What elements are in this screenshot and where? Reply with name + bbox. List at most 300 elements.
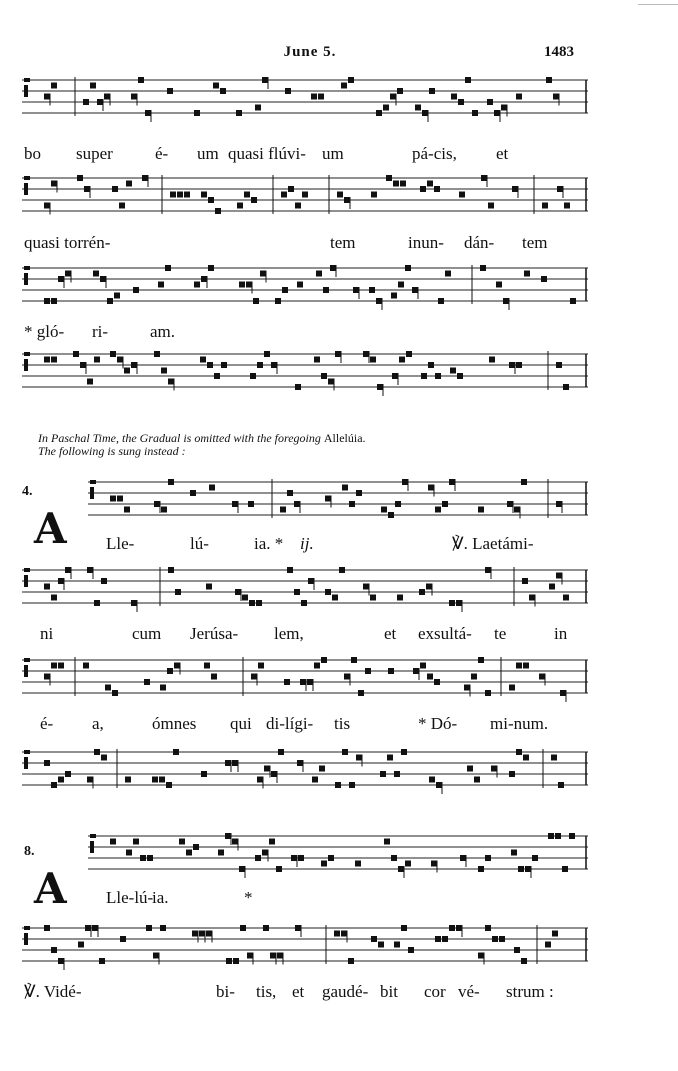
neume <box>174 663 180 669</box>
clef-mark <box>24 176 30 180</box>
syllable: lú- <box>190 534 209 553</box>
neume <box>560 690 566 696</box>
neume <box>77 175 83 181</box>
neume <box>400 181 406 187</box>
neume <box>503 298 509 304</box>
neume <box>201 192 207 198</box>
neume <box>270 953 276 959</box>
neume <box>269 839 275 845</box>
neume <box>478 507 484 513</box>
neume <box>87 567 93 573</box>
neume <box>405 861 411 867</box>
neume <box>509 362 515 368</box>
neume <box>247 953 253 959</box>
syllable: um <box>197 144 219 163</box>
syllable: et <box>292 982 305 1001</box>
neume <box>251 674 257 680</box>
syllable: strum : <box>506 982 554 1001</box>
clef-mark <box>24 575 28 587</box>
neume <box>154 501 160 507</box>
syllable: et <box>384 624 397 643</box>
clef-mark <box>24 183 28 195</box>
neume <box>83 663 89 669</box>
neume <box>353 287 359 293</box>
neume <box>93 271 99 277</box>
neume <box>363 351 369 357</box>
neume <box>348 77 354 83</box>
neume <box>388 512 394 518</box>
neume <box>147 855 153 861</box>
neume <box>358 690 364 696</box>
neume <box>133 287 139 293</box>
neume <box>263 925 269 931</box>
neume <box>456 600 462 606</box>
neume <box>221 362 227 368</box>
neume <box>161 368 167 374</box>
neume <box>378 942 384 948</box>
neume <box>556 501 562 507</box>
neume <box>344 197 350 203</box>
initial-letter: A <box>34 864 67 913</box>
clef-mark <box>90 487 94 499</box>
neume <box>110 839 116 845</box>
neume <box>339 567 345 573</box>
neume <box>295 925 301 931</box>
neume <box>133 839 139 845</box>
music-staff-1 <box>22 74 588 120</box>
neume <box>232 760 238 766</box>
neume <box>328 855 334 861</box>
neume <box>232 501 238 507</box>
neume <box>459 192 465 198</box>
neume <box>193 844 199 850</box>
neume <box>541 276 547 282</box>
clef-mark <box>24 352 30 356</box>
neume <box>546 77 552 83</box>
neume <box>295 203 301 209</box>
rubric-line-2: The following is sung instead : <box>38 444 186 458</box>
chant-number-8: 8. <box>24 844 35 859</box>
syllable: * gló- <box>24 322 65 341</box>
neume <box>166 782 172 788</box>
clef-mark <box>90 841 94 853</box>
neume <box>451 94 457 100</box>
neume <box>87 777 93 783</box>
neume <box>557 186 563 192</box>
neume <box>83 99 89 105</box>
neume <box>323 287 329 293</box>
neume <box>142 175 148 181</box>
neume <box>160 685 166 691</box>
neume <box>112 186 118 192</box>
neume <box>58 578 64 584</box>
neume <box>58 777 64 783</box>
neume <box>549 584 555 590</box>
lyrics-line-5 <box>22 534 588 558</box>
neume <box>509 771 515 777</box>
neume <box>278 749 284 755</box>
neume <box>256 600 262 606</box>
neume <box>450 368 456 374</box>
syllable: di-lígi- <box>266 714 314 733</box>
neume <box>335 351 341 357</box>
neume <box>377 384 383 390</box>
page-number: 1483 <box>544 44 574 60</box>
neume <box>349 782 355 788</box>
neume <box>208 265 214 271</box>
lyrics-line-10 <box>22 982 588 1006</box>
neume <box>485 925 491 931</box>
neume <box>236 110 242 116</box>
neume <box>168 567 174 573</box>
syllable: bi- <box>216 982 235 1001</box>
neume <box>501 105 507 111</box>
neume <box>107 298 113 304</box>
neume <box>512 186 518 192</box>
neume <box>65 271 71 277</box>
neume <box>251 197 257 203</box>
neume <box>262 77 268 83</box>
syllable: cor <box>424 982 446 1001</box>
neume <box>318 94 324 100</box>
neume <box>457 373 463 379</box>
syllable: é- <box>155 144 169 163</box>
neume <box>438 298 444 304</box>
neume <box>258 663 264 669</box>
neume <box>427 181 433 187</box>
neume <box>246 282 252 288</box>
neume <box>124 507 130 513</box>
neume <box>401 925 407 931</box>
neume <box>206 931 212 937</box>
neume <box>328 379 334 385</box>
neume <box>435 507 441 513</box>
neume <box>184 192 190 198</box>
neume <box>485 855 491 861</box>
syllable: tis <box>334 714 351 733</box>
neume <box>100 276 106 282</box>
neume <box>225 760 231 766</box>
neume <box>384 839 390 845</box>
neume <box>532 855 538 861</box>
neume <box>264 351 270 357</box>
neume <box>271 362 277 368</box>
neume <box>302 192 308 198</box>
neume <box>144 679 150 685</box>
neume <box>522 578 528 584</box>
neume <box>239 866 245 872</box>
neume <box>370 357 376 363</box>
lyrics-line-1 <box>22 144 588 168</box>
neume <box>110 496 116 502</box>
neume <box>491 766 497 772</box>
neume <box>291 855 297 861</box>
neume <box>44 298 50 304</box>
neume <box>173 749 179 755</box>
neume <box>287 490 293 496</box>
neume <box>558 782 564 788</box>
neume <box>94 357 100 363</box>
neume <box>253 298 259 304</box>
music-staff-4 <box>22 348 588 394</box>
neume <box>97 99 103 105</box>
syllable: * Dó- <box>418 714 458 733</box>
music-staff-10 <box>22 922 588 968</box>
music-staff-3 <box>22 262 588 308</box>
neume <box>168 479 174 485</box>
neume <box>518 866 524 872</box>
neume <box>277 953 283 959</box>
neume <box>301 600 307 606</box>
neume <box>467 766 473 772</box>
neume <box>370 595 376 601</box>
neume <box>398 866 404 872</box>
rubric-note <box>38 432 598 458</box>
syllable: ni <box>40 624 54 643</box>
syllable: Lle-lú- <box>106 888 154 907</box>
syllable: am. <box>150 322 176 341</box>
staff-10-notation <box>22 922 588 970</box>
neume <box>131 94 137 100</box>
neume <box>80 362 86 368</box>
neume <box>209 485 215 491</box>
neume <box>314 357 320 363</box>
syllable: * <box>244 888 253 907</box>
neume <box>165 265 171 271</box>
clef-mark <box>24 85 28 97</box>
neume <box>298 855 304 861</box>
neume <box>194 110 200 116</box>
neume <box>325 589 331 595</box>
clef-mark <box>24 568 30 572</box>
neume <box>514 507 520 513</box>
neume <box>516 663 522 669</box>
neume <box>92 925 98 931</box>
neume <box>119 203 125 209</box>
neume <box>419 589 425 595</box>
neume <box>58 958 64 964</box>
neume <box>341 931 347 937</box>
neume <box>428 485 434 491</box>
neume <box>218 850 224 856</box>
neume <box>110 351 116 357</box>
neume <box>321 373 327 379</box>
neume <box>281 192 287 198</box>
syllable: ri- <box>92 322 109 341</box>
lyrics-line-7 <box>22 714 588 738</box>
neume <box>167 88 173 94</box>
neume <box>51 298 57 304</box>
neume <box>321 657 327 663</box>
neume <box>514 947 520 953</box>
neume <box>239 282 245 288</box>
neume <box>104 94 110 100</box>
neume <box>563 384 569 390</box>
syllable: a, <box>92 714 104 733</box>
neume <box>552 931 558 937</box>
lyrics-line-9 <box>22 888 588 912</box>
neume <box>85 925 91 931</box>
neume <box>421 373 427 379</box>
neume <box>471 674 477 680</box>
neume <box>58 276 64 282</box>
neume <box>442 501 448 507</box>
clef-mark <box>24 665 28 677</box>
neume <box>120 936 126 942</box>
syllable: tem <box>522 233 548 252</box>
syllable: ℣. Laetámi- <box>452 534 534 553</box>
neume <box>478 953 484 959</box>
neume <box>154 351 160 357</box>
neume <box>194 282 200 288</box>
staff-3-notation <box>22 262 588 310</box>
neume <box>159 777 165 783</box>
neume <box>485 567 491 573</box>
neume <box>399 357 405 363</box>
neume <box>551 755 557 761</box>
neume <box>255 855 261 861</box>
neume <box>300 679 306 685</box>
neume <box>65 567 71 573</box>
neume <box>478 657 484 663</box>
neume <box>276 866 282 872</box>
neume <box>569 833 575 839</box>
syllable: mi-num. <box>490 714 549 733</box>
neume <box>496 282 502 288</box>
syllable: pá-cis, <box>412 144 457 163</box>
neume <box>539 674 545 680</box>
neume <box>307 679 313 685</box>
neume <box>556 362 562 368</box>
neume <box>391 293 397 299</box>
neume <box>215 208 221 214</box>
neume <box>297 282 303 288</box>
neume <box>90 83 96 89</box>
neume <box>117 496 123 502</box>
neume <box>312 777 318 783</box>
neume <box>392 373 398 379</box>
music-staff-2 <box>22 172 588 218</box>
neume <box>65 771 71 777</box>
neume <box>44 760 50 766</box>
neume <box>244 192 250 198</box>
neume <box>401 749 407 755</box>
neume <box>287 567 293 573</box>
neume <box>255 105 261 111</box>
neume <box>397 88 403 94</box>
neume <box>146 925 152 931</box>
neume <box>240 925 246 931</box>
neume <box>449 925 455 931</box>
syllable: é- <box>40 714 54 733</box>
syllable: vé- <box>458 982 480 1001</box>
music-staff-6 <box>22 564 588 610</box>
clef-mark <box>24 757 28 769</box>
staff-4-notation <box>22 348 588 396</box>
neume <box>489 357 495 363</box>
neume <box>126 850 132 856</box>
neume <box>117 357 123 363</box>
clef-mark <box>24 78 30 82</box>
neume <box>250 373 256 379</box>
neume <box>342 749 348 755</box>
rubric-line-1: In Paschal Time, the Gradual is omitted with the foregoing <box>38 431 321 445</box>
neume <box>406 351 412 357</box>
neume <box>125 777 131 783</box>
neume <box>387 755 393 761</box>
neume <box>449 600 455 606</box>
neume <box>545 942 551 948</box>
neume <box>225 833 231 839</box>
neume <box>523 663 529 669</box>
neume <box>131 600 137 606</box>
corner-mark <box>638 4 678 5</box>
neume <box>525 866 531 872</box>
neume <box>553 94 559 100</box>
neume <box>465 77 471 83</box>
neume <box>101 578 107 584</box>
neume <box>124 368 130 374</box>
neume <box>226 958 232 964</box>
neume <box>563 595 569 601</box>
staff-7-notation <box>22 654 588 702</box>
neume <box>285 88 291 94</box>
neume <box>248 501 254 507</box>
neume <box>145 110 151 116</box>
neume <box>431 861 437 867</box>
neume <box>44 925 50 931</box>
neume <box>200 357 206 363</box>
neume <box>295 384 301 390</box>
neume <box>186 850 192 856</box>
neume <box>112 690 118 696</box>
neume <box>211 674 217 680</box>
neume <box>311 94 317 100</box>
neume <box>190 490 196 496</box>
neume <box>344 674 350 680</box>
neume <box>555 833 561 839</box>
neume <box>434 186 440 192</box>
syllable: Jerúsa- <box>190 624 239 643</box>
neume <box>445 271 451 277</box>
neume <box>420 663 426 669</box>
clef-mark <box>24 926 30 930</box>
neume <box>237 203 243 209</box>
neume <box>51 947 57 953</box>
neume <box>487 99 493 105</box>
neume <box>388 668 394 674</box>
neume <box>179 839 185 845</box>
neume <box>523 755 529 761</box>
syllable: super <box>76 144 113 163</box>
neume <box>262 850 268 856</box>
neume <box>442 936 448 942</box>
neume <box>397 595 403 601</box>
staff-9-notation <box>88 830 588 878</box>
neume <box>257 362 263 368</box>
neume <box>316 271 322 277</box>
neume <box>51 782 57 788</box>
neume <box>405 265 411 271</box>
neume <box>420 186 426 192</box>
syllable: et <box>496 144 509 163</box>
neume <box>371 936 377 942</box>
neume <box>207 362 213 368</box>
neume <box>398 282 404 288</box>
neume <box>167 668 173 674</box>
neume <box>521 958 527 964</box>
neume <box>394 771 400 777</box>
